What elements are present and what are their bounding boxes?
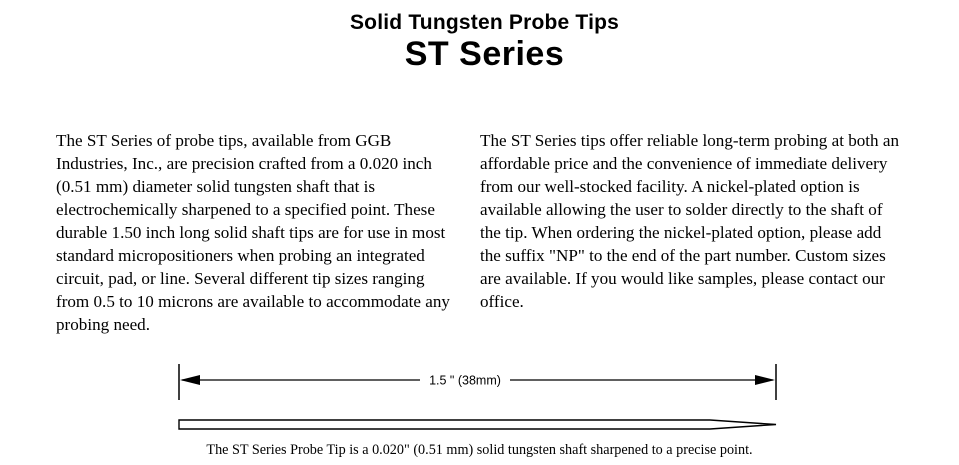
right-paragraph: The ST Series tips offer reliable long-term probing at both an affordable price and the convenience of immediate delivery from our well-stocked facility. A nickel-plated option is available allowing the user to solder directly to the shaft of the tip. When ordering the nickel-plated option, please add the suffix "NP" to the end of the part number. Custom sizes are available. If you would like samples, please contact our office. [480, 131, 900, 311]
page-subtitle: ST Series [404, 35, 565, 73]
left-paragraph: The ST Series of probe tips, available from GGB Industries, Inc., are precision crafted from a 0.020 inch (0.51 mm) diameter solid tungsten shaft that is electrochemically sharpened to a specified point. These durable 1.50 inch long solid shaft tips are for use in most standard micropositioners when probing an integrated circuit, pad, or line. Several different tip sizes ranging from 0.5 to 10 microns are available to accommodate any probing need. [56, 131, 450, 334]
left-column [56, 129, 456, 336]
page-header [0, 10, 959, 73]
page-title: Solid Tungsten Probe Tips [349, 11, 620, 34]
right-column [480, 129, 900, 313]
probe-shaft [179, 420, 776, 429]
dimension-arrow-right [755, 375, 775, 385]
probe-tip-diagram [170, 358, 790, 438]
diagram-caption: The ST Series Probe Tip is a 0.020" (0.51 mm) solid tungsten shaft sharpened to a precise point. [206, 442, 753, 458]
dimension-arrow-left [180, 375, 200, 385]
dimension-label: 1.5 " (38mm) [429, 373, 501, 388]
